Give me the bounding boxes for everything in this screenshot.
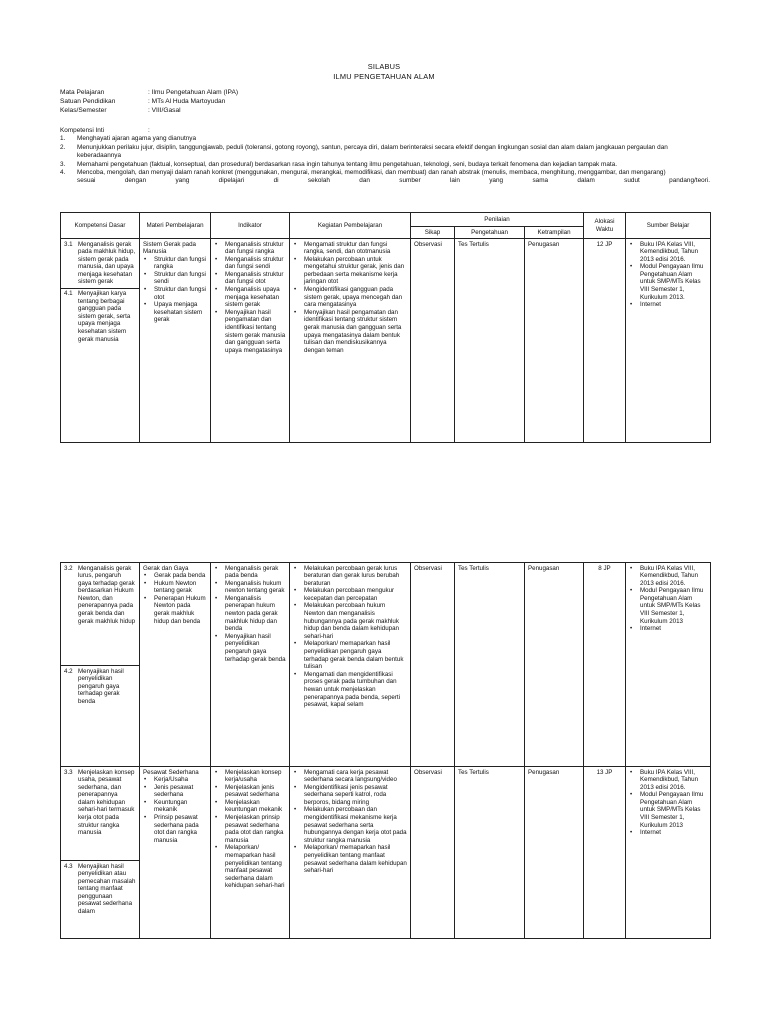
header-materi: Materi Pembelajaran [140,213,211,239]
materi-item: • Jenis pesawat sederhana [154,784,207,799]
ki-item: 4. Mencoba, mengolah, dan menyaji dalam ranah konkret (menggunakan, mengurai, merangkai, memodifikasi, dan membuat) dan ranah abstrak (menulis, membaca, menghitung, menggambar, dan mengarang) sesuai dengan yang dipelajari di sekolah dan sumber lain yang sama dalam sudut pandang/teori. [60,169,710,185]
materi-list [143,256,207,324]
materi-item: • Struktur dan fungsi sendi [154,271,207,286]
materi-cell: Gerak dan Gaya • Gerak pada benda • Hukum Newton tentang gerak • Penerapan Hukum Newton pada gerak makhluk hidup dan benda [140,563,211,767]
meta-value: : MTs Al Huda Martoyudan [148,98,226,105]
header-kd: Kompetensi Dasar [61,213,140,239]
alokasi-cell: 13 JP [584,767,626,939]
materi-item: • Hukum Newton tentang gerak [154,580,207,595]
kd-cell: 3.3 Menjelaskan konsep usaha, pesawat sederhana, dan penerapannya dalam kehidupan sehari-hari termasuk kerja otot pada struktur rangka manusia 4.3 Menyajikan hasil penyelidikan atau pemecahan masalah tentang manfaat penggunaan pesawat sederhana dalam [61,767,140,939]
header-sumber: Sumber Belajar [626,213,711,239]
meta-block [60,88,238,115]
meta-value: : VIII/Gasal [148,107,181,114]
materi-item: • Keuntungan mekanik [154,799,207,814]
sumber-cell [626,563,711,767]
table-row [61,239,711,443]
materi-item: • Kerja/Usaha [154,776,207,784]
header-sikap: Sikap [411,227,455,239]
header-penilaian: Penilaian [411,213,584,227]
kegiatan-item: • Mengidentifikasi jenis pesawat sederhana seperti katrol, roda berporos, bidang miring [304,784,407,807]
sikap-cell: Observasi [411,239,455,443]
indikator-item: • Menganalisis penerapan hukum newton pada gerak makhluk hidup dan benda [225,595,286,633]
indikator-cell [211,767,290,939]
sumber-cell [626,239,711,443]
sumber-cell [626,767,711,939]
indikator-item: • Menganalisis struktur dan fungsi otot [225,271,286,286]
kegiatan-list [293,241,407,355]
alokasi-cell: 12 JP [584,239,626,443]
indikator-list [214,565,286,664]
sumber-list [629,565,707,633]
indikator-cell [211,563,290,767]
indikator-item: • Menjelaskan jenis pesawat sederhana [225,784,286,799]
syllabus-table-continued [60,562,711,939]
table-row [61,563,711,767]
indikator-item: • Menjelaskan prinsip pesawat sederhana pada otot dan rangka manusia [225,814,286,844]
meta-label: Kelas/Semester [60,107,107,114]
ki-heading: Kompetensi Inti : [60,127,150,134]
materi-item: • Prinsip pesawat sederhana pada otot dan rangka manusia [154,814,207,844]
sikap-cell: Observasi [411,767,455,939]
materi-cell: Sistem Gerak pada Manusia • Struktur dan fungsi rangka • Struktur dan fungsi sendi • Struktur dan fungsi otot • Upaya menjaga kesehatan sistem gerak [140,239,211,443]
materi-item: • Upaya menjaga kesehatan sistem gerak [154,301,207,324]
kegiatan-list [293,769,407,875]
header-pengetahuan: Pengetahuan [455,227,525,239]
sumber-list [629,769,707,837]
keterampilan-cell: Penugasan [525,239,584,443]
indikator-item: • Menganalisis struktur dan fungsi rangka [225,241,286,256]
meta-row [60,88,238,97]
indikator-item: • Menganalisis gerak pada benda [225,565,286,580]
kegiatan-item: • Melaporkan/ memaparkan hasil penyelidikan tentang manfaat pesawat sederhana dalam kehidupan sehari-hari [304,844,407,874]
sumber-item: • Buku IPA Kelas VIII, Kemendikbud, Tahun 2013 edisi 2016. [640,769,707,792]
keterampilan-cell: Penugasan [525,563,584,767]
page-subtitle: ILMU PENGETAHUAN ALAM [333,72,435,81]
indikator-item: • Menjelaskan konsep kerja/usaha [225,769,286,784]
indikator-list [214,241,286,355]
kd-cell: 3.2 Menganalisis gerak lurus, pengaruh gaya terhadap gerak berdasarkan Hukum Newton, dan penerapannya pada gerak benda dan gerak makhluk hidup 4.2 Menyajikan hasil penyelidikan pengaruh gaya terhadap gerak benda [61,563,140,767]
indikator-item: • Menganalisis hukum newton tentang gerak [225,580,286,595]
kegiatan-list [293,565,407,709]
kegiatan-cell [290,563,411,767]
ki-item: 3. Memahami pengetahuan (faktual, konseptual, dan prosedural) berdasarkan rasa ingin tahunya tentang ilmu pengetahuan, teknologi, seni, budaya terkait fenomena dan kejadian tampak mata. [60,160,618,168]
kd-cell: 3.1 Menganalisis gerak pada makhluk hidup, sistem gerak pada manusia, dan upaya menjaga kesehatan sistem gerak 4.1 Menyajikan karya tentang berbagai gangguan pada sistem gerak, serta upaya menjaga kesehatan sistem gerak manusia [61,239,140,443]
kegiatan-item: • Melakukan percobaan untuk mengetahui struktur gerak, jenis dan perbedaan serta mekanisme kerja jaringan otot [304,256,407,286]
kegiatan-item: • Mengidentifikasi gangguan pada sistem gerak, upaya mencegah dan cara mengatasinya [304,286,407,309]
indikator-item: • Menjelaskan keuntungan mekanik [225,799,286,814]
header-keterampilan: Ketrampilan [525,227,584,239]
kegiatan-item: • Menyajikan hasil pengamatan dan identifikasi tentang struktur sistem gerak manusia dan gangguan serta upaya mengatasinya dalam bentuk tulisan dan mendiskusikannya dengan teman [304,309,407,355]
sumber-item: • Buku IPA Kelas VIII, Kemendikbud, Tahun 2013 edisi 2016. [640,565,707,588]
kegiatan-cell [290,767,411,939]
sumber-item: • Internet [640,625,707,633]
indikator-item: • Menyajikan hasil penyelidikan pengaruh gaya terhadap gerak benda [225,633,286,663]
sikap-cell: Observasi [411,563,455,767]
indikator-item: • Menganalisis upaya menjaga kesehatan sistem gerak [225,286,286,309]
kegiatan-item: • Mengamati struktur dan fungsi rangka, sendi, dan ototmanusia [304,241,407,256]
sumber-item: • Internet [640,829,707,837]
alokasi-cell: 8 JP [584,563,626,767]
header-kegiatan: Kegiatan Pembelajaran [290,213,411,239]
sumber-item: • Internet [640,301,707,309]
kegiatan-item: • Mengamati dan mengidentifikasi proses gerak pada tumbuhan dan hewan untuk menjelaskan penerapannya pada benda, seperti pesawat, kapal selam [304,671,407,709]
kegiatan-item: • Melakukan percobaan mengukur kecepatan dan percepatan [304,587,407,602]
meta-value: : Ilmu Pengetahuan Alam (IPA) [148,89,239,96]
kegiatan-item: • Melakukan percobaan dan mengidentifikasi mekanisme kerja pesawat sederhana serta hubungannya dengan kerja otot pada struktur rangka manusia [304,806,407,844]
indikator-item: • Menganalisis struktur dan fungsi sendi [225,256,286,271]
materi-list [143,776,207,844]
header-alokasi: Alokasi Waktu [584,213,626,239]
sumber-item: • Modul Pengayaan Ilmu Pengetahuan Alam untuk SMP/MTs Kelas VIII Semester 1, Kurikulum 2013. [640,263,707,301]
materi-list [143,572,207,625]
sumber-item: • Buku IPA Kelas VIII, Kemendikbud, Tahun 2013 edisi 2016. [640,241,707,264]
kegiatan-item: • Melaporkan/ memaparkan hasil penyelidikan pengaruh gaya terhadap gerak benda dalam bentuk tulisan [304,640,407,670]
kompetensi-inti [60,127,710,186]
ki-item: 2. Menunjukkan perilaku jujur, disiplin, tanggungjawab, peduli (toleransi, gotong royong), santun, percaya diri, dalam berinteraksi secara efektif dengan lingkungan sosial dan alam dalam jangkauan pergaulan dan keberadaannya [60,143,668,160]
header-indikator: Indikator [211,213,290,239]
indikator-item: • Menyajikan hasil pengamatan dan identifikasi tentang sistem gerak manusia dan gangguan serta upaya mengatasinya [225,309,286,355]
materi-item: • Struktur dan fungsi otot [154,286,207,301]
page-title: SILABUS [367,62,401,71]
pengetahuan-cell: Tes Tertulis [455,767,525,939]
kegiatan-cell [290,239,411,443]
kegiatan-item: • Melakukan percobaan gerak lurus beraturan dan gerak lurus berubah beraturan [304,565,407,588]
materi-cell: Pesawat Sederhana • Kerja/Usaha • Jenis pesawat sederhana • Keuntungan mekanik • Prinsip pesawat sederhana pada otot dan rangka manusia [140,767,211,939]
materi-item: • Struktur dan fungsi rangka [154,256,207,271]
kegiatan-item: • Melakukan percobaan hukum Newton dan menganalisis hubungannya pada gerak makhluk hidup dan benda dalam kehidupan sehari-hari [304,602,407,640]
syllabus-table [60,212,711,443]
meta-label: Mata Pelajaran [60,89,105,96]
ki-item: 1. Menghayati ajaran agama yang dianutnya [60,135,197,143]
sumber-list [629,241,707,309]
meta-row [60,97,238,106]
indikator-item: • Melaporkan/ memaparkan hasil penyelidikan tentang manfaat pesawat sederhana dalam kehidupan sehari-hari [225,844,286,890]
materi-item: • Penerapan Hukum Newton pada gerak makhluk hidup dan benda [154,595,207,625]
pengetahuan-cell: Tes Tertulis [455,563,525,767]
meta-label: Satuan Pendidikan [60,98,116,105]
meta-row [60,106,238,115]
keterampilan-cell: Penugasan [525,767,584,939]
indikator-cell [211,239,290,443]
pengetahuan-cell: Tes Tertulis [455,239,525,443]
indikator-list [214,769,286,891]
sumber-item: • Modul Pengayaan Ilmu Pengetahuan Alam untuk SMP/MTs Kelas VIII Semester 1, Kurikulum 2013 [640,587,707,625]
sumber-item: • Modul Pengayaan Ilmu Pengetahuan Alam untuk SMP/MTs Kelas VIII Semester 1, Kurikulum 2013 [640,791,707,829]
table-row [61,767,711,939]
kegiatan-item: • Mengamati cara kerja pesawat sederhana secara langsung/video [304,769,407,784]
materi-item: • Gerak pada benda [154,572,207,580]
